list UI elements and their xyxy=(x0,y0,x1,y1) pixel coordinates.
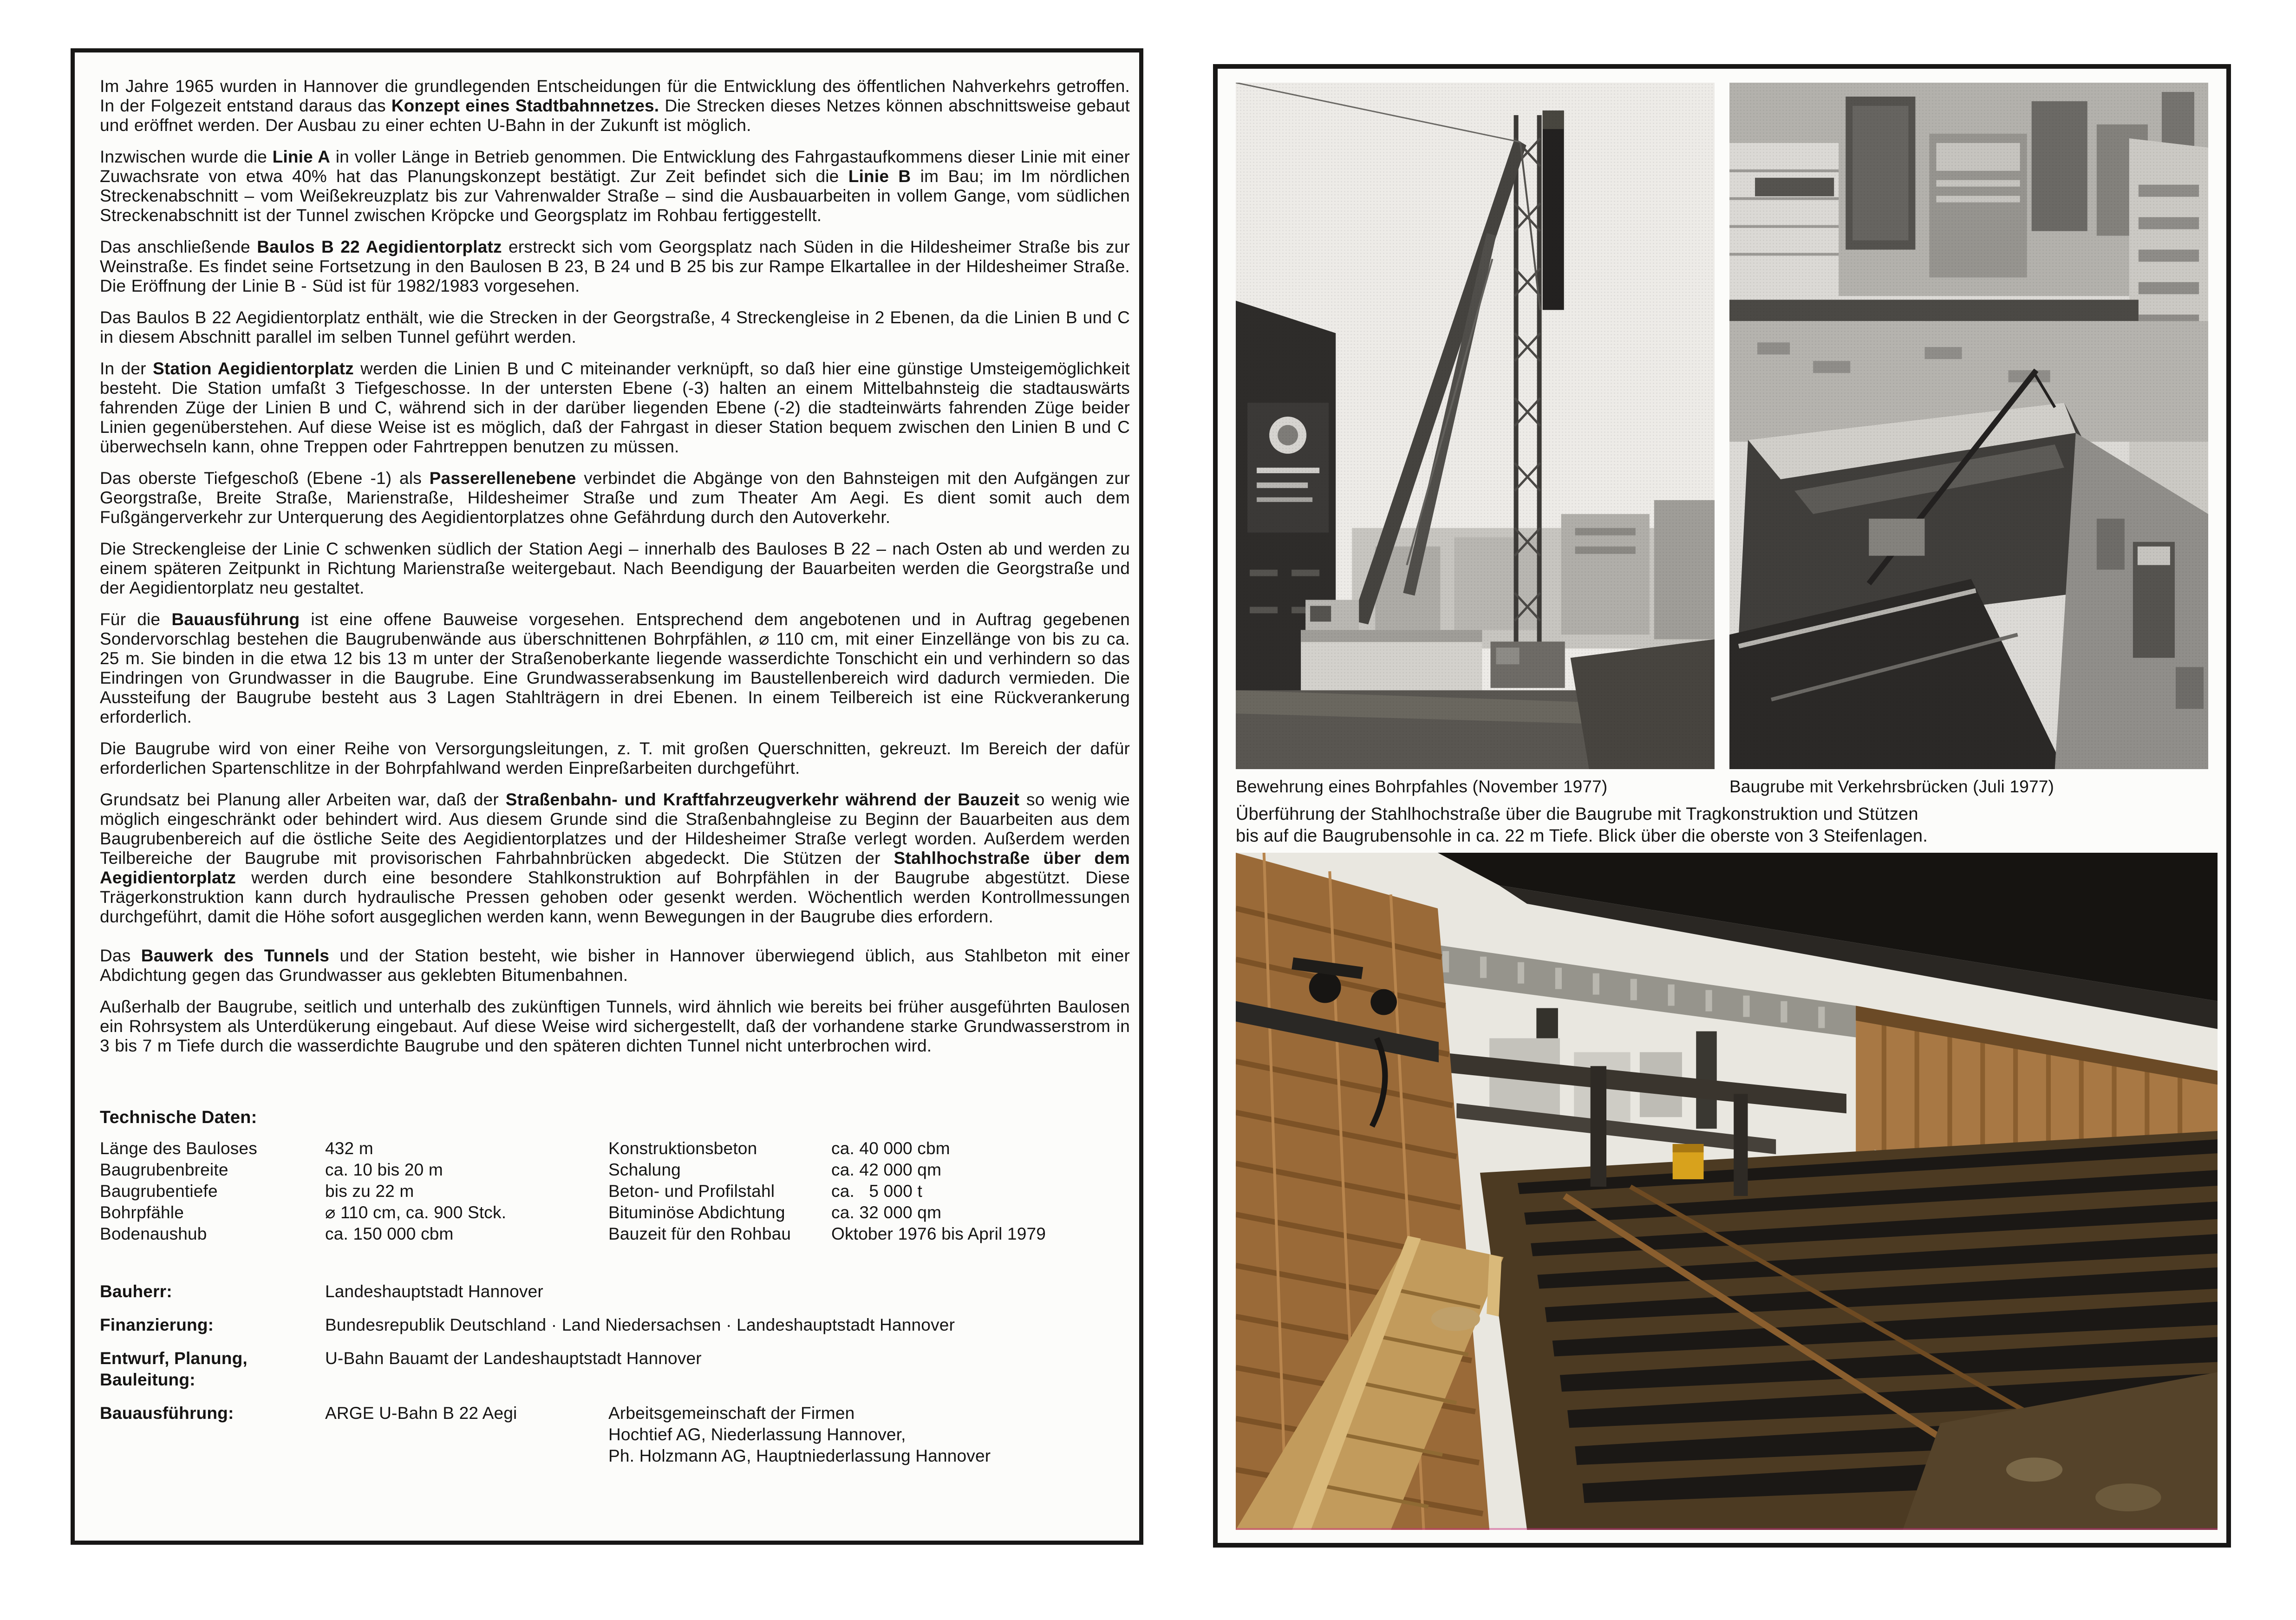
paragraph-11 xyxy=(100,946,1130,985)
credit-value-1: Landeshauptstadt Hannover xyxy=(325,1282,543,1301)
text-run: Das xyxy=(100,946,141,965)
crane-photo-illustration xyxy=(1236,83,1715,769)
tech-value-left-3: bis zu 22 m xyxy=(325,1182,414,1201)
text-run: Das oberste Tiefgeschoß (Ebene -1) als xyxy=(100,469,430,488)
tech-label-left-2: Baugrubenbreite xyxy=(100,1160,228,1179)
text-run: werden die Linien B und C miteinander verknüpft, so daß hier eine günstige Umsteigemöglichkeit besteht. Die Station umfaßt 3 Tiefgeschosse. In der untersten Ebene (-3) halten an einem Mittelbahnsteig die stadtauswärts fahrenden Züge der Linien B und C, während sich in der darüber liegenden Ebene (-2) die stadteinwärts fahrenden Züge beider Linien gegenüberstehen. Auf diese Weise ist es möglich, daß der Fahrgast in dieser Station bequem zwischen den Linien B und C überwechseln kann, ohne Treppen oder Fahrtreppen benutzen zu müssen. xyxy=(100,359,1130,456)
credit-label-line: Finanzierung: xyxy=(100,1315,214,1334)
credit-label-line: Bauherr: xyxy=(100,1282,172,1301)
bold-run: Passerellenebene xyxy=(429,469,576,488)
bold-run: Baulos B 22 Aegidientorplatz xyxy=(257,237,502,256)
photo-baugrube-aerial xyxy=(1729,83,2208,769)
photo3-description-line2: bis auf die Baugrubensohle in ca. 22 m Tiefe. Blick über die oberste von 3 Steifenlagen. xyxy=(1236,826,1928,846)
bold-run: Bauwerk des Tunnels xyxy=(141,946,330,965)
credit-label-4 xyxy=(100,1403,325,1424)
bold-run: Linie B xyxy=(848,167,911,186)
aerial-photo-illustration xyxy=(1729,83,2208,769)
text-run: in voller Länge in Betrieb genommen. Die Entwicklung des Fahrgastaufkommens dieser Linie mit einer Zuwachsrate von etwa 40% hat das Planungskonzept bestätigt. Zur Zeit befindet sich die xyxy=(100,147,1130,186)
text-run: Für die xyxy=(100,610,172,629)
photo3-description-line1: Überführung der Stahlhochstraße über die Baugrube mit Tragkonstruktion und Stützen xyxy=(1236,804,1918,824)
tech-value-left-2: ca. 10 bis 20 m xyxy=(325,1160,443,1179)
tech-value-left-5: ca. 150 000 cbm xyxy=(325,1224,454,1243)
text-run: im Bau; im Im nördlichen Streckenabschnitt – vom Weißekreuzplatz bis zur Vahrenwalder Straße – sind die Ausbauarbeiten in vollem Gange, vom südlichen Streckenabschnitt ist der Tunnel zwischen Kröpcke und Georgsplatz im Rohbau fertiggestellt. xyxy=(100,167,1130,225)
credit-extra-line: Arbeitsgemeinschaft der Firmen xyxy=(608,1404,855,1423)
tech-value-right-1: ca. 40 000 cbm xyxy=(831,1139,950,1158)
credit-value-4: ARGE U-Bahn B 22 Aegi xyxy=(325,1404,517,1423)
photo-excavation-pit xyxy=(1236,853,2218,1530)
text-run: Inzwischen wurde die xyxy=(100,147,273,166)
paragraph-5 xyxy=(100,359,1130,457)
technical-data-table xyxy=(100,1138,1130,1245)
bold-run: Konzept eines Stadtbahnnetzes. xyxy=(391,96,659,115)
text-run: Grundsatz bei Planung aller Arbeiten war, daß der xyxy=(100,790,506,809)
credit-label-2 xyxy=(100,1314,325,1336)
paragraph-9 xyxy=(100,739,1130,778)
credit-label-line: Entwurf, Planung, xyxy=(100,1349,248,1368)
paragraph-4 xyxy=(100,308,1130,347)
bold-run: Linie A xyxy=(272,147,331,166)
text-run: so wenig wie möglich eingeschränkt oder behindert wird. Aus diesem Grunde sind die Straßenbahngleise zu Beginn der Bauarbeiten aus dem Baugrubenbereich auf die östliche Seite des Aegidientorplatzes und der Hildesheimer Straße verlegt worden. Außerdem werden Teilbereiche der Baugrube mit provisorischen Fahrbahnbrücken abgedeckt. Die Stützen der xyxy=(100,790,1130,868)
credit-value-3: U-Bahn Bauamt der Landeshauptstadt Hannover xyxy=(325,1349,702,1368)
text-run: Im Jahre 1965 wurden in Hannover die grundlegenden Entscheidungen für die Entwicklung des öffentlichen Nahverkehrs getroffen. In der Folgezeit entstand daraus das xyxy=(100,77,1130,115)
tech-label-left-4: Bohrpfähle xyxy=(100,1203,184,1222)
text-run: verbindet die Abgänge von den Bahnsteigen mit den Aufgängen zur Georgstraße, Breite Straße, Marienstraße, Hildesheimer Straße und zum Theater Am Aegi. Es dient somit auch dem Fußgängerverkehr zur Unterquerung des Aegidientorplatzes ohne Gefährdung durch den Autoverkehr. xyxy=(100,469,1130,527)
credit-label-3 xyxy=(100,1348,325,1391)
tech-label-left-1: Länge des Bauloses xyxy=(100,1139,257,1158)
tech-value-right-4: ca. 32 000 qm xyxy=(831,1203,942,1222)
paragraph-7 xyxy=(100,539,1130,598)
text-run: werden durch eine besondere Stahlkonstruktion auf Bohrpfählen in der Baugrube abgestützt. Diese Trägerkonstruktion kann durch hydraulische Pressen gehoben oder gesenkt werden. Wöchentlich werden Kontrollmessungen durchgeführt, damit die Höhe sofort ausgeglichen werden kann, wenn Bewegungen in der Baugrube dies erfordern. xyxy=(100,868,1130,926)
credit-row-1 xyxy=(100,1281,1130,1302)
text-run: Das anschließende xyxy=(100,237,257,256)
tech-value-right-5: Oktober 1976 bis April 1979 xyxy=(831,1224,1046,1243)
left-page xyxy=(71,48,1143,1545)
credit-label-1 xyxy=(100,1281,325,1302)
paragraph-2 xyxy=(100,147,1130,225)
text-run: Die Baugrube wird von einer Reihe von Versorgungsleitungen, z. T. mit großen Querschnitten, gekreuzt. Im Bereich der dafür erforderlichen Spartenschlitze in der Bohrpfahlwand werden Einpreßarbeiten durchgeführt. xyxy=(100,739,1130,777)
photo-bohrpfahl-crane xyxy=(1236,83,1715,769)
text-run: erstreckt sich vom Georgsplatz nach Süden in die Hildesheimer Straße bis zur Weinstraße. Es findet seine Fortsetzung in den Baulosen B 23, B 24 und B 25 bis zur Rampe Elkartallee in der Hildesheimer Straße. Die Eröffnung der Linie B - Süd ist für 1982/1983 vorgesehen. xyxy=(100,237,1130,295)
tech-value-left-4: ⌀ 110 cm, ca. 900 Stck. xyxy=(325,1203,507,1222)
tech-label-right-3: Beton- und Profilstahl xyxy=(608,1182,775,1201)
credit-extra-line: Hochtief AG, Niederlassung Hannover, xyxy=(608,1425,906,1444)
tech-label-right-1: Konstruktionsbeton xyxy=(608,1139,757,1158)
credit-row-2 xyxy=(100,1314,1130,1336)
tech-value-right-2: ca. 42 000 qm xyxy=(831,1160,942,1179)
credit-extra-line: Ph. Holzmann AG, Hauptniederlassung Hannover xyxy=(608,1446,991,1465)
right-page xyxy=(1213,64,2231,1548)
body-text-column xyxy=(100,77,1130,1056)
text-run: und der Station besteht, wie bisher in Hannover überwiegend üblich, aus Stahlbeton mit einer Abdichtung gegen das Grundwasser aus geklebten Bitumenbahnen. xyxy=(100,946,1130,985)
credit-value-2: Bundesrepublik Deutschland · Land Niedersachsen · Landeshauptstadt Hannover xyxy=(325,1315,955,1334)
photo2-caption: Baugrube mit Verkehrsbrücken (Juli 1977) xyxy=(1729,777,2055,796)
credit-label-line: Bauleitung: xyxy=(100,1370,196,1389)
tech-value-left-1: 432 m xyxy=(325,1139,373,1158)
text-run: In der xyxy=(100,359,153,378)
credit-row-4 xyxy=(100,1403,1130,1467)
credit-label-line: Bauausführung: xyxy=(100,1404,234,1423)
bold-run: Straßenbahn- und Kraftfahrzeugverkehr während der Bauzeit xyxy=(505,790,1020,809)
excavation-photo-illustration xyxy=(1236,853,2218,1530)
text-run: Die Strecken dieses Netzes können abschnittsweise gebaut und eröffnet werden. Der Ausbau zu einer echten U-Bahn in der Zukunft ist möglich. xyxy=(100,96,1130,135)
bold-run: Station Aegidientorplatz xyxy=(153,359,354,378)
tech-label-left-3: Baugrubentiefe xyxy=(100,1182,218,1201)
tech-value-right-3: ca. 5 000 t xyxy=(831,1182,922,1201)
text-run: Außerhalb der Baugrube, seitlich und unterhalb des zukünftigen Tunnels, wird ähnlich wie bereits bei früher ausgeführten Baulosen ein Rohrsystem als Unterdükerung eingebaut. Auf diese Weise wird sichergestellt, daß der vorhandene starke Grundwasserstrom in 3 bis 7 m Tiefe durch die wasserdichte Baugrube und den späteren dichten Tunnel nicht unterbrochen wird. xyxy=(100,997,1130,1055)
tech-label-left-5: Bodenaushub xyxy=(100,1224,207,1243)
bold-run: Bauausführung xyxy=(171,610,300,629)
paragraph-6 xyxy=(100,469,1130,527)
paragraph-12 xyxy=(100,997,1130,1056)
photo-row xyxy=(1236,83,2208,769)
credits-block xyxy=(100,1281,1130,1467)
bold-run: Stahlhochstraße über dem Aegidientorplatz xyxy=(100,849,1130,887)
photo1-caption: Bewehrung eines Bohrpfahles (November 1977) xyxy=(1236,777,1608,796)
tech-label-right-4: Bituminöse Abdichtung xyxy=(608,1203,785,1222)
paragraph-10 xyxy=(100,790,1130,927)
caption-row xyxy=(1236,777,2208,797)
text-run: Das Baulos B 22 Aegidientorplatz enthält, wie die Strecken in der Georgstraße, 4 Streckengleise in 2 Ebenen, da die Linien B und C in diesem Abschnitt parallel im selben Tunnel geführt werden. xyxy=(100,308,1130,346)
credit-extra-4 xyxy=(608,1403,1124,1467)
paragraph-8 xyxy=(100,610,1130,727)
text-run: ist eine offene Bauweise vorgesehen. Entsprechend dem angebotenen und in Auftrag gegebenen Sondervorschlag bestehen die Baugrubenwände aus überschnittenen Bohrpfählen, ⌀ 110 cm, mit einer Einzellänge von bis zu ca. 25 m. Sie binden in die etwa 12 bis 13 m unter der Straßenoberkante liegende wasserdichte Tonschicht ein und verhindern so das Eindringen von Grundwasser in die Baugrube. Eine Grundwasserabsenkung im Baustellenbereich wird dadurch vermieden. Die Aussteifung der Baugrube besteht aus 3 Lagen Stahlträgern in drei Ebenen. In einem Teilbereich ist eine Rückverankerung erforderlich. xyxy=(100,610,1130,726)
photo3-description xyxy=(1236,803,2208,847)
tech-label-right-2: Schalung xyxy=(608,1160,681,1179)
text-run: Die Streckengleise der Linie C schwenken südlich der Station Aegi – innerhalb des Bauloses B 22 – nach Osten ab und werden zu einem späteren Zeitpunkt in Richtung Marienstraße weitergebaut. Nach Beendigung der Bauarbeiten werden die Georgstraße und der Aegidientorplatz neu gestaltet. xyxy=(100,539,1130,597)
technical-data-heading: Technische Daten: xyxy=(100,1108,257,1127)
credit-row-3 xyxy=(100,1348,1130,1391)
tech-label-right-5: Bauzeit für den Rohbau xyxy=(608,1224,791,1243)
paragraph-1 xyxy=(100,77,1130,135)
paragraph-3 xyxy=(100,237,1130,296)
